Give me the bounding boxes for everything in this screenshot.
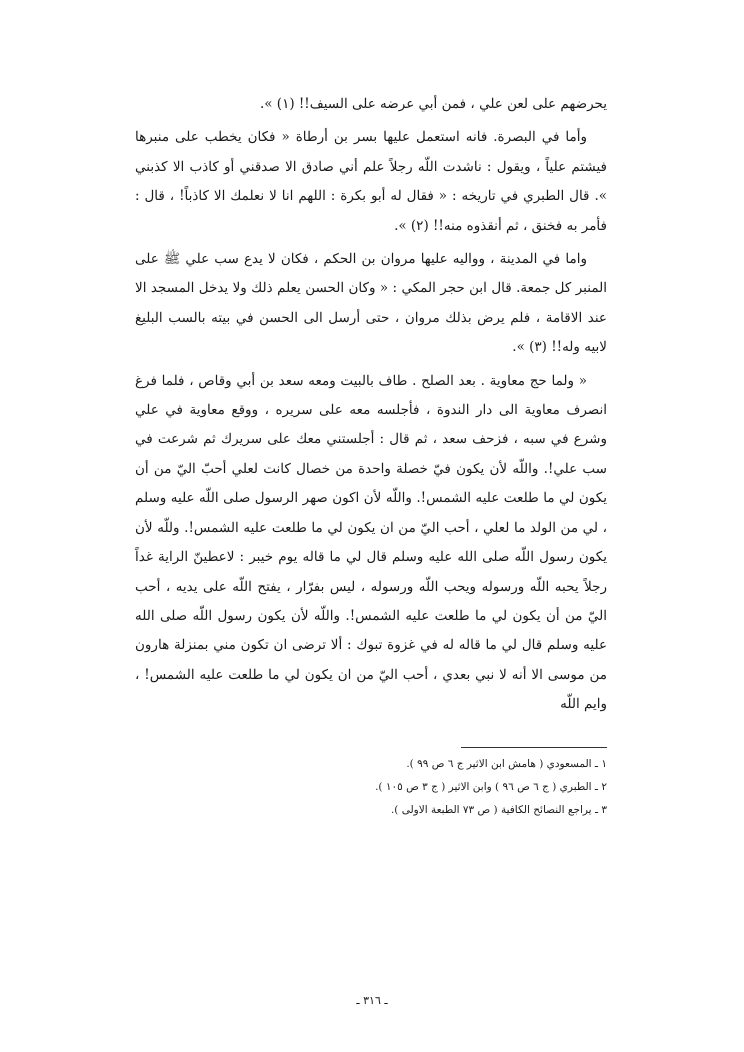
page-number: ـ ٣١٦ ـ xyxy=(356,994,388,1007)
footnotes xyxy=(260,753,607,822)
paragraph: « ولما حج معاوية . بعد الصلح . طاف بالبيت ومعه سعد بن أبي وقاص ، فلما فرغ انصرف معاوية الى دار الندوة ، فأجلسه معه على سريره ، ووقع معاوية في علي وشرع في سبه ، فزحف سعد ، ثم قال : أجلستني معك على سريرك ثم شرعت في سب علي!. واللّه لأن يكون فيّ خصلة واحدة من خصال كانت لعلي أحبّ اليّ من أن يكون لي ما طلعت عليه الشمس!. واللّه لأن اكون صهر الرسول صلى اللّه عليه وسلم ، لي من الولد ما لعلي ، أحب اليّ من ان يكون لي ما طلعت عليه الشمس!. وللّه لأن يكون رسول اللّه صلى الله عليه وسلم قال لي ما قاله يوم خيبر : لاعطينّ الراية غداً رجلاً يحبه اللّه ورسوله ويحب اللّه ورسوله ، ليس بفرّار ، يفتح اللّه على يديه ، أحب اليّ من أن يكون لي ما طلعت عليه الشمس!. واللّه لأن يكون رسول اللّه صلى الله عليه وسلم قال لي ما قاله له في غزوة تبوك : ألا ترضى ان تكون مني بمنزلة هارون من موسى الا أنه لا نبي بعدي ، أحب اليّ من ان يكون لي ما طلعت عليه الشمس! ، وايم اللّه xyxy=(135,372,607,713)
footnote: ٣ ـ يراجع النصائح الكافية ( ص ٧٣ الطبعة الاولى ). xyxy=(390,804,607,816)
paragraph: وأما في البصرة. فانه استعمل عليها بسر بن أرطاة « فكان يخطب على منبرها فيشتم علياً ، ويقول : ناشدت اللّه رجلاً علم أني صادق الا صدقني أو كاذب الا كذبني ». قال الطبري في تاريخه : « فقال له أبو بكرة : اللهم انا لا نعلمك الا كاذباً! ، قال : فأمر به فخنق ، ثم أنقذوه منه!! (٢) ». xyxy=(135,129,607,234)
paragraph: واما في المدينة ، وواليه عليها مروان بن الحكم ، فكان لا يدع سب علي ﷺ على المنبر كل جمعة. قال ابن حجر المكي : « وكان الحسن يعلم ذلك ولا يدخل المسجد الا عند الاقامة ، فلم يرض بذلك مروان ، حتى أرسل الى الحسن في بيته بالسب البليغ لابيه وله!! (٣) ». xyxy=(135,251,607,356)
footnote-divider xyxy=(461,747,607,748)
paragraph: يحرضهم على لعن علي ، فمن أبي عرضه على السيف!! (١) ». xyxy=(259,96,607,112)
footnote: ١ ـ المسعودي ( هامش ابن الاثير ج ٦ ص ٩٩ ). xyxy=(406,758,607,770)
body-text xyxy=(135,90,607,724)
footnote: ٢ ـ الطبري ( ج ٦ ص ٩٦ ) وابن الاثير ( ج ٣ ص ١٠٥ ). xyxy=(375,781,607,793)
